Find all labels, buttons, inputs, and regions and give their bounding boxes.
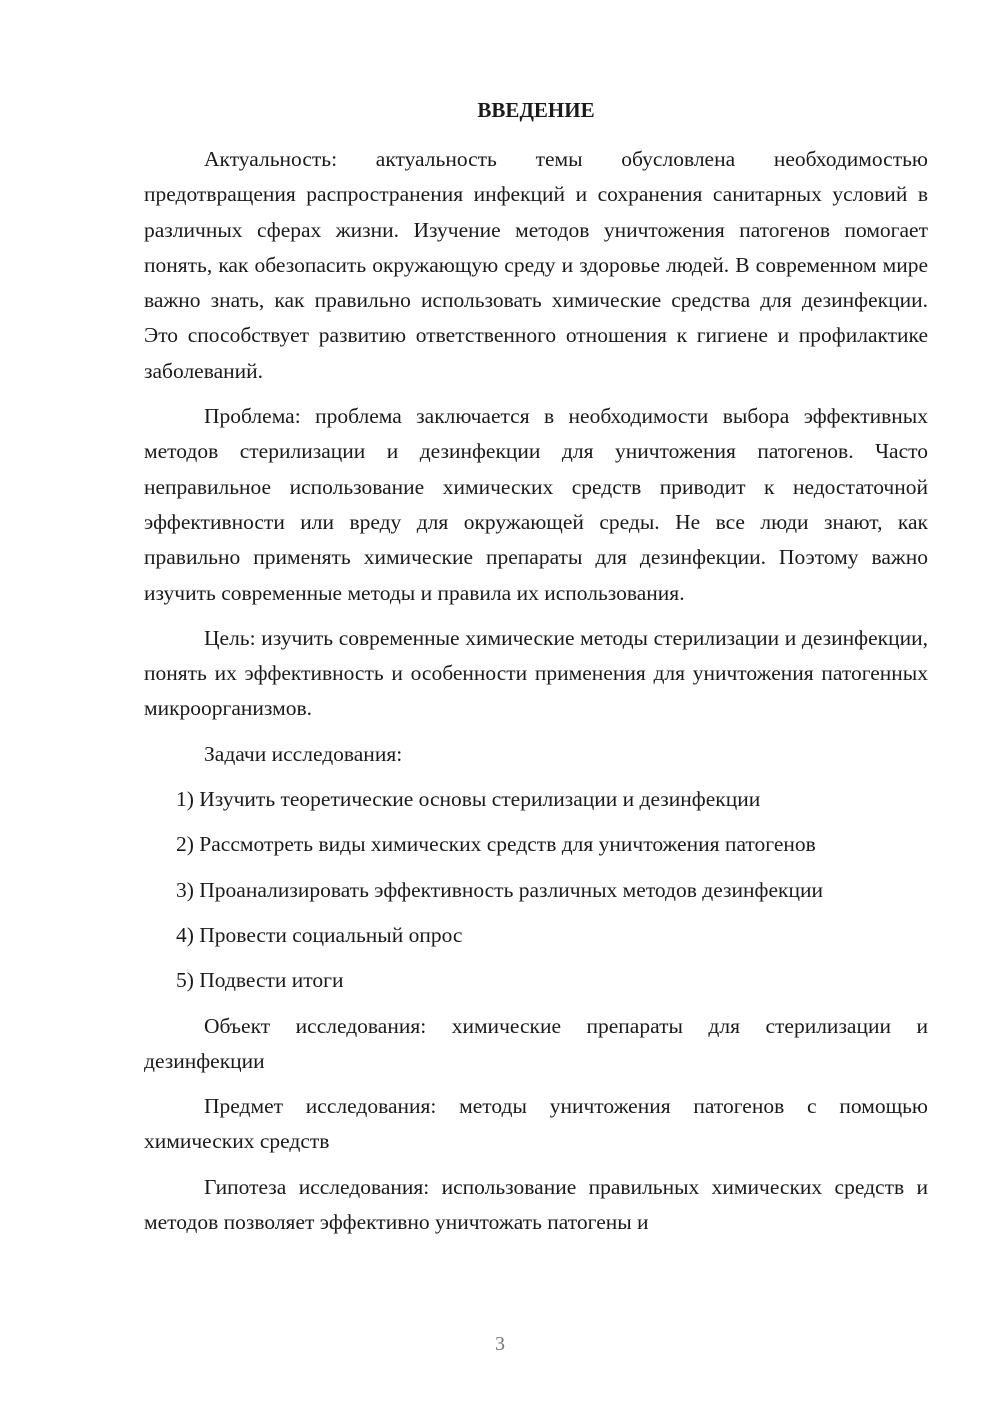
tasks-heading: Задачи исследования:: [204, 741, 403, 766]
problem-paragraph: Проблема: проблема заключается в необходимости выбора эффективных методов стерилизации и дезинфекции для уничтожения патогенов. Часто неправильное использование химических средств приводит к недостаточной эффективности или вреду для окружающей среды. Не все люди знают, как правильно применять химические препараты для дезинфекции. Поэтому важно изучить современные методы и правила их использования.: [144, 404, 928, 605]
list-item: 5) Подвести итоги: [176, 968, 344, 993]
goal-paragraph: Цель: изучить современные химические методы стерилизации и дезинфекции, понять их эффективность и особенности применения для уничтожения патогенных микроорганизмов.: [144, 625, 928, 721]
object-paragraph: Объект исследования: химические препараты для стерилизации и дезинфекции: [144, 1013, 928, 1073]
page-number: 3: [495, 1333, 505, 1355]
list-item: 1) Изучить теоретические основы стерилизации и дезинфекции: [176, 787, 761, 812]
hypothesis-paragraph: Гипотеза исследования: использование правильных химических средств и методов позволяет эффективно уничтожать патогены и: [144, 1174, 928, 1235]
page-title: ВВЕДЕНИЕ: [477, 98, 595, 122]
list-item: 3) Проанализировать эффективность различных методов дезинфекции: [176, 877, 823, 902]
list-item: 4) Провести социальный опрос: [176, 922, 463, 947]
subject-paragraph: Предмет исследования: методы уничтожения патогенов с помощью химических средств: [144, 1094, 928, 1154]
list-item: 2) Рассмотреть виды химических средств для уничтожения патогенов: [176, 832, 816, 857]
relevance-paragraph: Актуальность: актуальность темы обусловлена необходимостью предотвращения распространения инфекций и сохранения санитарных условий в различных сферах жизни. Изучение методов уничтожения патогенов помогает понять, как обезопасить окружающую среду и здоровье людей. В современном мире важно знать, как правильно использовать химические средства для дезинфекции. Это способствует развитию ответственного отношения к гигиене и профилактике заболеваний.: [144, 147, 928, 383]
document-page: [144, 92, 928, 1250]
tasks-list: [144, 782, 928, 998]
